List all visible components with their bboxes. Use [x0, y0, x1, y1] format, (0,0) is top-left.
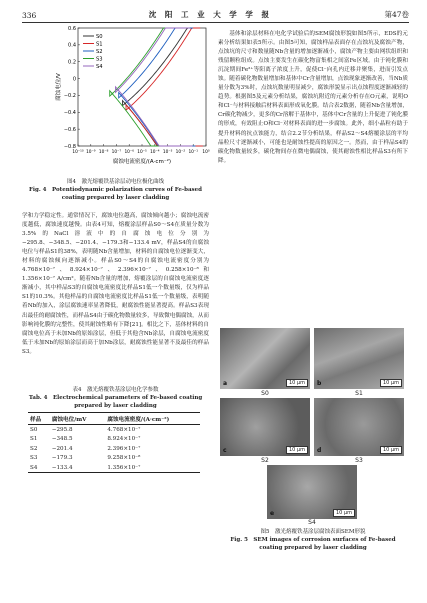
table-cell: S0 [30, 427, 38, 434]
table-header-cell: 腐蚀电位/mV [51, 416, 87, 423]
x-tick-label: 10⁻³ [162, 150, 173, 155]
table-header-row [28, 413, 200, 425]
sem-caption: S1 [355, 390, 363, 397]
corrosion-point-s4 [117, 89, 119, 91]
table-cell: −348.5 [51, 436, 73, 443]
right-column-text [218, 30, 408, 166]
scale-bar: 10 μm [333, 509, 355, 517]
figure-5-caption-cn: 图5 激光熔覆铁基涂层腐蚀表面SEM形貌 [260, 529, 366, 535]
legend-label: S3 [96, 56, 103, 63]
x-tick-label: 10⁻¹ [188, 150, 198, 155]
left-paragraph: 学和力学稳定性。通常情况下，腐蚀电位越高，腐蚀倾向越小；腐蚀电流密度越低，腐蚀速度越慢。由表4可知，熔覆涂层样品S0～S4在质量分数为3.5%的NaCl溶液中的自腐蚀电位分别为−295.8、−348.5、−201.4、−179.3和−133.4 mV，样品S4的自腐蚀电位与样品S1的38%，表明随Nb含量增加，材料的自腐蚀电位逐渐变大，材料的腐蚀倾向逐渐减小。样品S0～S4的自腐蚀电流密度分别为4.768×10⁻⁷、8.924×10⁻⁷、2.396×10⁻⁷、0.258×10⁻⁸和1.356×10⁻⁷ A/cm²。随着Nb含量的增加，熔覆涂层的自腐蚀电流密度逐渐减小，其中样品S3的自腐蚀电流密度比样品S1低一个数量级，仅为样品S1的10.3%。其他样品的自腐蚀电流密度比样品S1低一个数量级，表明随着Nb的加入，涂层腐蚀速率显著降低，耐腐蚀性能显著提高。样品S3表现出最佳的耐腐蚀性，而样品S4由于碳化物数量较多，导致微电偶腐蚀，从而影响钝化膜的完整性，使其耐蚀性略有下降[21]。相比之下，基体材料的自腐蚀电位高于未加Nb的原始涂层，但低于其他含Nb涂层，自腐蚀电流密度低于未加Nb的原始涂层而高于加Nb涂层，耐腐蚀性能显著不及最佳的样品S3。 [22, 213, 209, 355]
table-cell: −201.4 [51, 445, 73, 452]
table-header-cell: 样品 [30, 416, 42, 423]
sem-caption: S4 [308, 519, 316, 526]
x-tick-label: 10⁻² [175, 150, 186, 155]
series-line-s0 [123, 28, 200, 146]
figure-5-caption-en: Fig. 5 SEM images of corrosion surfaces of Fe-based coating prepared by laser cladding [230, 537, 396, 551]
y-tick-label: −0.8 [63, 143, 76, 150]
sem-image-s1 [314, 328, 404, 389]
table-cell: 4.768×10⁻⁷ [107, 427, 141, 434]
figure-4-caption [22, 178, 209, 202]
series-line-s1 [126, 28, 203, 146]
table-row [28, 454, 200, 463]
sem-image-s2 [220, 398, 310, 456]
scale-bar: 10 μm [286, 379, 308, 387]
legend-label: S2 [96, 48, 103, 55]
table-cell: S4 [30, 464, 38, 471]
left-column-text [22, 212, 209, 357]
x-tick-label: 10⁻⁹ [86, 150, 96, 155]
table-cell: 2.396×10⁻⁷ [107, 445, 141, 452]
table-header-cell: 腐蚀电流密度/(A·cm⁻²) [107, 416, 170, 423]
y-tick-label: 0 [72, 76, 76, 83]
x-tick-label: 10⁻⁴ [150, 150, 160, 155]
x-axis-label: 腐蚀电流密度/(A·cm⁻²) [112, 159, 172, 165]
table-cell: −133.4 [51, 464, 73, 471]
right-paragraph: 基体和涂层材料在电化学试验后的SEM腐蚀形貌如图5所示，EDS的元素分析结果如表5所示。由图5可知，腐蚀样品表面存在点蚀坑及腐蚀产物，点蚀坑的尺寸和数量随Nb含量的增加逐渐减小，腐蚀产物主要由网状组织和残留颗粒组成。点蚀主要发生在碳化物富集相之间富Fe区域。由于钝化膜和沉淀期间Fe²⁺等阳离子浓度上升，促使Cl⁻向孔内迁移并聚集，进而引发点蚀。随着碳化物数量增加和基体中Cr含量增加，点蚀现象逐渐改善，当Nb质量分数为3%时，点蚀坑数量明显减少，腐蚀形貌显示出点蚀程度逐渐减轻的趋势。根据图5及元素分析结果，腐蚀坑附近的元素分析存在O元素，说明O和Cl⁻与材料接触后材料表面形成氧化膜。结合表2数据，随着Nb含量增加，Cr碳化物减少，更多的Cr溶解于基体中，基体中Cr含量的上升促进了钝化膜的形成，有效阻止O和Cl⁻对材料表面的进一步腐蚀。此外，细小晶粒有助于提升材料的抗点蚀能力，结合2.2节分析结果，样品S2～S4熔覆涂层的平均晶粒尺寸逐渐减小，可能也是耐蚀性提高的原因之一。然而，由于样品S4的碳化物数量较多，碳化物间存在微电偶腐蚀，使其耐蚀性相比样品S3有所下降。 [218, 31, 408, 164]
sem-caption: S3 [355, 457, 363, 464]
figure-4-caption-cn: 图4 激光熔覆铁基涂层动电位极化曲线 [66, 179, 164, 185]
table-4-caption [22, 386, 209, 410]
table-row [28, 463, 200, 473]
table-4-caption-en: Tab. 4 Electrochemical parameters of Fe-based coating prepared by laser cladding [28, 395, 203, 409]
table-cell: −179.3 [51, 455, 73, 462]
table-cell: −295.8 [51, 427, 73, 434]
y-tick-label: 0.6 [68, 25, 76, 32]
x-tick-label: 10⁻¹⁰ [72, 150, 84, 155]
y-tick-label: −0.2 [63, 93, 76, 100]
sem-image-s4 [267, 465, 357, 519]
table-cell: S1 [30, 436, 38, 443]
corrosion-point-s3 [111, 93, 113, 95]
sem-label: e [270, 510, 275, 517]
sem-caption: S0 [261, 390, 269, 397]
y-tick-label: 0.2 [68, 59, 76, 66]
x-tick-label: 10⁻⁵ [137, 150, 147, 155]
legend-label: S1 [96, 41, 103, 48]
table-cell: S2 [30, 445, 38, 452]
table-row [28, 435, 200, 444]
table-4-caption-cn: 表4 激光熔覆铁基涂层电化学参数 [72, 387, 159, 393]
sem-label: b [317, 380, 322, 387]
figure-5-caption [218, 528, 408, 552]
x-tick-label: 10⁻⁷ [111, 150, 122, 155]
table-row [28, 444, 200, 453]
table-cell: 1.356×10⁻⁷ [107, 464, 141, 471]
table-row [28, 425, 200, 435]
page-header [22, 6, 409, 23]
electrochemical-table [28, 412, 200, 473]
sem-image-s0 [220, 328, 310, 389]
sem-caption: S2 [261, 457, 269, 464]
sem-label: a [223, 380, 228, 387]
journal-title: 沈 阳 工 业 大 学 学 报 [148, 10, 273, 19]
page-number: 336 [22, 11, 37, 20]
x-tick-label: 10⁰ [202, 150, 210, 155]
polarization-chart [52, 24, 210, 172]
scale-bar: 10 μm [380, 446, 402, 454]
scale-bar: 10 μm [380, 379, 402, 387]
table-cell: 9.258×10⁻⁸ [107, 455, 141, 462]
y-tick-label: −0.4 [63, 110, 76, 117]
x-tick-label: 10⁻⁸ [98, 150, 109, 155]
figure-4-caption-en: Fig. 4 Potentiodynamic polarization curves of Fe-based coating prepared by laser cladding [29, 187, 202, 201]
y-tick-label: −0.6 [63, 126, 76, 133]
legend-label: S4 [96, 63, 103, 70]
volume-label: 第47卷 [384, 10, 409, 19]
y-axis-label: 腐蚀电位/V [56, 73, 62, 101]
x-tick-label: 10⁻⁶ [124, 150, 134, 155]
scale-bar: 10 μm [286, 446, 308, 454]
series-line-s2 [119, 28, 196, 146]
sem-label: d [317, 447, 322, 454]
table-cell: S3 [30, 455, 38, 462]
corrosion-point-s1 [128, 107, 130, 109]
legend-label: S0 [96, 33, 103, 40]
sem-image-s3 [314, 398, 404, 456]
y-tick-label: 0.4 [68, 42, 76, 49]
sem-label: c [223, 447, 227, 454]
table-cell: 8.924×10⁻⁷ [107, 436, 141, 443]
